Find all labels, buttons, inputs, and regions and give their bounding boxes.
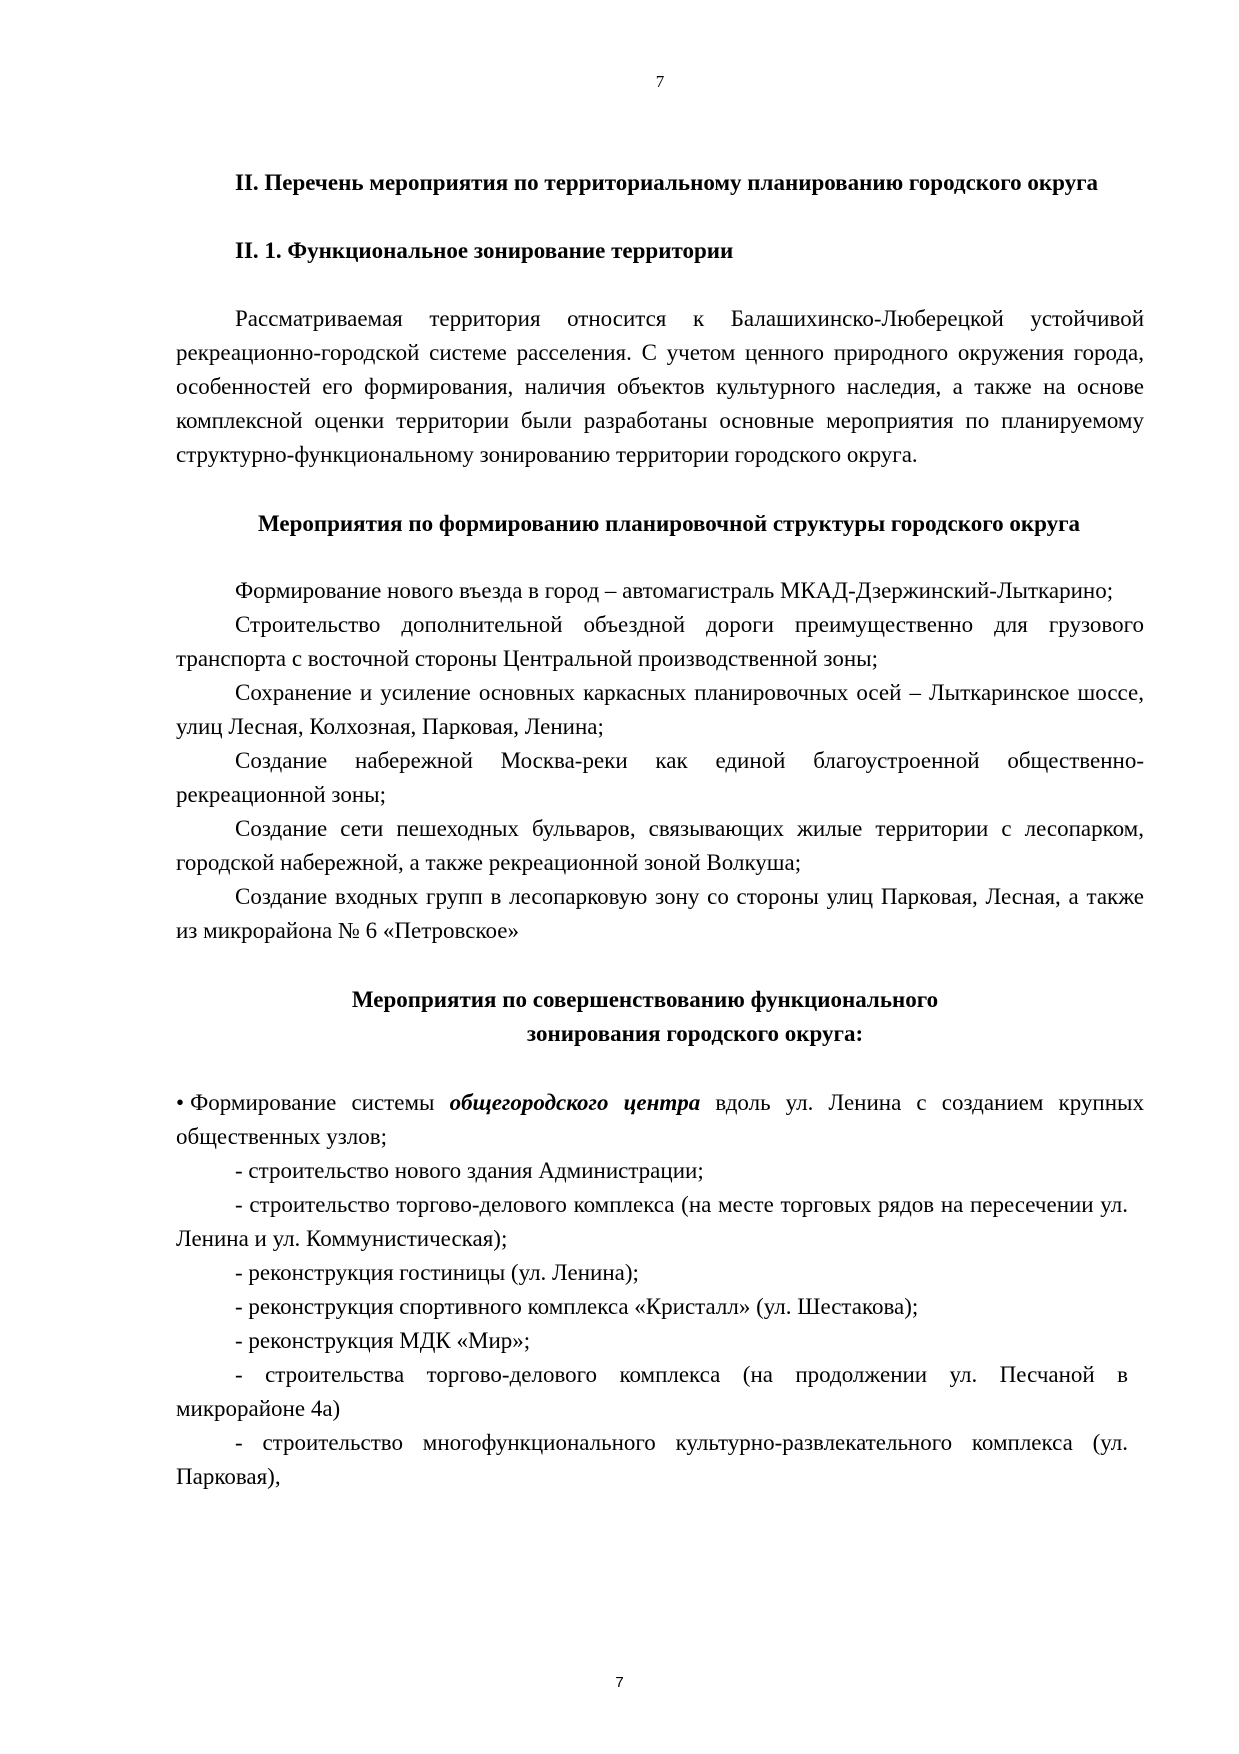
structure-item: Создание набережной Москва-реки как единой благоустроенной общественно-рекреационной зоны; xyxy=(176,748,1144,807)
structure-list xyxy=(176,574,1144,948)
zoning-list xyxy=(176,1154,1144,1494)
structure-item: Строительство дополнительной объездной дороги преимущественно для грузового транспорта с восточной стороны Центральной производственной зоны; xyxy=(176,612,1144,671)
zoning-item: - строительство многофункционального культурно-развлекательного комплекса (ул. Парковая), xyxy=(176,1430,1128,1489)
document-body xyxy=(176,166,1144,1494)
page-number-top: 7 xyxy=(655,72,665,91)
zoning-heading-line1: Мероприятия по совершенствованию функционального xyxy=(351,987,939,1012)
zoning-item: - реконструкция МДК «Мир»; xyxy=(235,1328,531,1353)
bullet-text-emphasis: общегородского центра xyxy=(449,1090,701,1115)
bullet-icon: • xyxy=(176,1090,185,1115)
zoning-item: - строительства торгово-делового комплекса (на продолжении ул. Песчаной в микрорайоне 4а) xyxy=(176,1362,1128,1421)
structure-item: Сохранение и усиление основных каркасных планировочных осей – Лыткаринское шоссе, улиц Лесная, Колхозная, Парковая, Ленина; xyxy=(176,680,1144,739)
structure-item: Создание входных групп в лесопарковую зону со стороны улиц Парковая, Лесная, а также из микрорайона № 6 «Петровское» xyxy=(176,884,1144,943)
zoning-heading xyxy=(176,983,1144,1051)
subsection-heading: II. 1. Функциональное зонирование территории xyxy=(235,238,734,263)
zoning-item: - строительство торгово-делового комплекса (на месте торговых рядов на пересечении ул. Ленина и ул. Коммунистическая); xyxy=(176,1192,1128,1251)
intro-paragraph: Рассматриваемая территория относится к Балашихинско-Люберецкой устойчивой рекреационно-городской системе расселения. С учетом ценного природного окружения города, особенностей его формирования, наличия объектов культурного наследия, а также на основе комплексной оценки территории были разработаны основные мероприятия по планируемому структурно-функциональному зонированию территории городского округа. xyxy=(176,306,1144,467)
structure-item: Формирование нового въезда в город – автомагистраль МКАД-Дзержинский-Лыткарино; xyxy=(235,578,1114,603)
zoning-bullet-item xyxy=(176,1086,1144,1154)
structure-item: Создание сети пешеходных бульваров, связывающих жилые территории с лесопарком, городской набережной, а также рекреационной зоной Волкуша; xyxy=(176,816,1144,875)
section-heading: II. Перечень мероприятия по территориальному планированию городского округа xyxy=(235,170,1099,195)
zoning-item: - строительство нового здания Администрации; xyxy=(235,1158,704,1183)
zoning-heading-line2: зонирования городского округа: xyxy=(526,1021,864,1046)
structure-heading: Мероприятия по формированию планировочной структуры городского округа xyxy=(257,511,1081,536)
bullet-text-after: вдоль ул. Ленина с созданием крупных общественных узлов; xyxy=(176,1090,1144,1149)
bullet-text-before: Формирование системы xyxy=(190,1090,450,1115)
page-number-bottom: 7 xyxy=(615,1674,624,1691)
zoning-item: - реконструкция гостиницы (ул. Ленина); xyxy=(235,1260,639,1285)
zoning-item: - реконструкция спортивного комплекса «Кристалл» (ул. Шестакова); xyxy=(235,1294,919,1319)
